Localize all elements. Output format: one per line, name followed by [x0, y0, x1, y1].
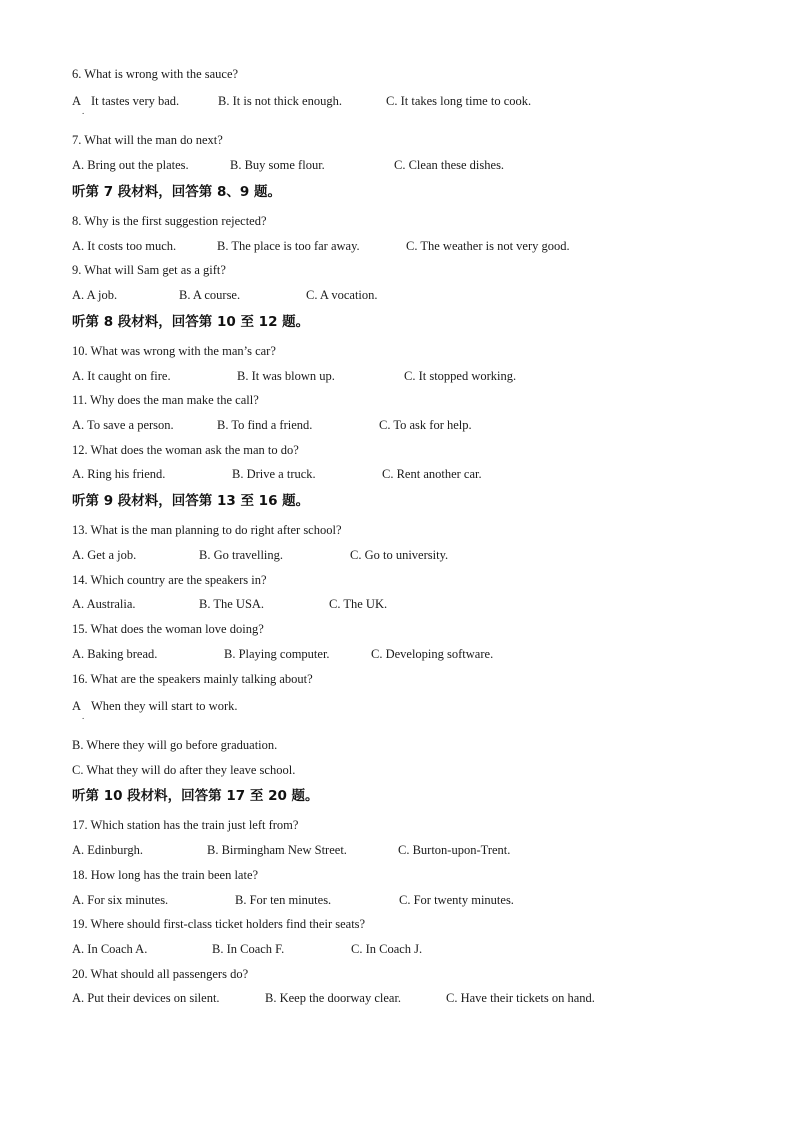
section-heading-10: 听第 10 段材料，回答第 17 至 20 题。: [72, 788, 319, 804]
option-a: A. Put their devices on silent.: [72, 991, 220, 1005]
option-c: C. The weather is not very good.: [406, 239, 570, 253]
stray-dot: .: [82, 106, 85, 116]
option-a: A. Baking bread.: [72, 647, 158, 661]
option-b: B. Keep the doorway clear.: [265, 991, 402, 1005]
option-c: C. Developing software.: [371, 647, 494, 661]
question-17: 17. Which station has the train just left from?: [72, 818, 299, 832]
section-heading-8: 听第 8 段材料，回答第 10 至 12 题。: [72, 314, 310, 330]
question-7: 7. What will the man do next?: [72, 133, 223, 147]
option-c: C. Have their tickets on hand.: [446, 991, 595, 1005]
option-b: B. Buy some flour.: [230, 158, 325, 172]
option-c: C. To ask for help.: [379, 418, 472, 432]
question-15: 15. What does the woman love doing?: [72, 622, 264, 636]
option-c: C. It takes long time to cook.: [386, 94, 532, 108]
option-b: B. It is not thick enough.: [218, 94, 342, 108]
option-c: C. For twenty minutes.: [399, 893, 514, 907]
option-b: B. Drive a truck.: [232, 467, 316, 481]
question-16-option-c: C. What they will do after they leave school.: [72, 763, 296, 777]
stray-dot: .: [82, 711, 85, 721]
option-b: B. A course.: [179, 288, 241, 302]
option-a: A. Ring his friend.: [72, 467, 166, 481]
option-a: A. It caught on fire.: [72, 369, 171, 383]
question-11: 11. Why does the man make the call?: [72, 393, 259, 407]
option-b: B. It was blown up.: [237, 369, 335, 383]
option-a: A. Australia.: [72, 597, 136, 611]
section-heading-7: 听第 7 段材料，回答第 8、9 题。: [72, 184, 281, 200]
option-c: C. The UK.: [329, 597, 388, 611]
option-a: A. To save a person.: [72, 418, 174, 432]
option-a: A: [72, 94, 82, 108]
option-c: C. Burton-upon-Trent.: [398, 843, 511, 857]
section-heading-9: 听第 9 段材料，回答第 13 至 16 题。: [72, 493, 310, 509]
option-a: A. A job.: [72, 288, 118, 302]
option-a-text: It tastes very bad.: [91, 94, 180, 108]
option-a: A. Get a job.: [72, 548, 137, 562]
question-20: 20. What should all passengers do?: [72, 967, 249, 981]
option-a: A. For six minutes.: [72, 893, 169, 907]
option-c: C. It stopped working.: [404, 369, 517, 383]
option-b: B. For ten minutes.: [235, 893, 332, 907]
option-c: C. A vocation.: [306, 288, 378, 302]
question-10: 10. What was wrong with the man’s car?: [72, 344, 276, 358]
question-18: 18. How long has the train been late?: [72, 868, 259, 882]
option-a: A: [72, 699, 82, 713]
question-12: 12. What does the woman ask the man to do?: [72, 443, 299, 457]
option-b: B. Birmingham New Street.: [207, 843, 347, 857]
option-b: B. Playing computer.: [224, 647, 330, 661]
option-c: C. Clean these dishes.: [394, 158, 505, 172]
question-16: 16. What are the speakers mainly talking about?: [72, 672, 313, 686]
option-b: B. The place is too far away.: [217, 239, 360, 253]
question-6: 6. What is wrong with the sauce?: [72, 67, 239, 81]
option-c: C. Rent another car.: [382, 467, 482, 481]
option-a: A. Bring out the plates.: [72, 158, 189, 172]
option-b: B. To find a friend.: [217, 418, 313, 432]
question-13: 13. What is the man planning to do right after school?: [72, 523, 342, 537]
option-a-text: When they will start to work.: [91, 699, 238, 713]
option-a: A. It costs too much.: [72, 239, 177, 253]
option-b: B. Go travelling.: [199, 548, 284, 562]
option-a: A. Edinburgh.: [72, 843, 143, 857]
question-8: 8. Why is the first suggestion rejected?: [72, 214, 267, 228]
question-19: 19. Where should first-class ticket holders find their seats?: [72, 917, 366, 931]
question-16-option-b: B. Where they will go before graduation.: [72, 738, 278, 752]
option-c: C. In Coach J.: [351, 942, 423, 956]
option-b: B. The USA.: [199, 597, 265, 611]
option-a: A. In Coach A.: [72, 942, 148, 956]
question-14: 14. Which country are the speakers in?: [72, 573, 267, 587]
option-c: C. Go to university.: [350, 548, 449, 562]
option-b: B. In Coach F.: [212, 942, 285, 956]
question-9: 9. What will Sam get as a gift?: [72, 263, 226, 277]
